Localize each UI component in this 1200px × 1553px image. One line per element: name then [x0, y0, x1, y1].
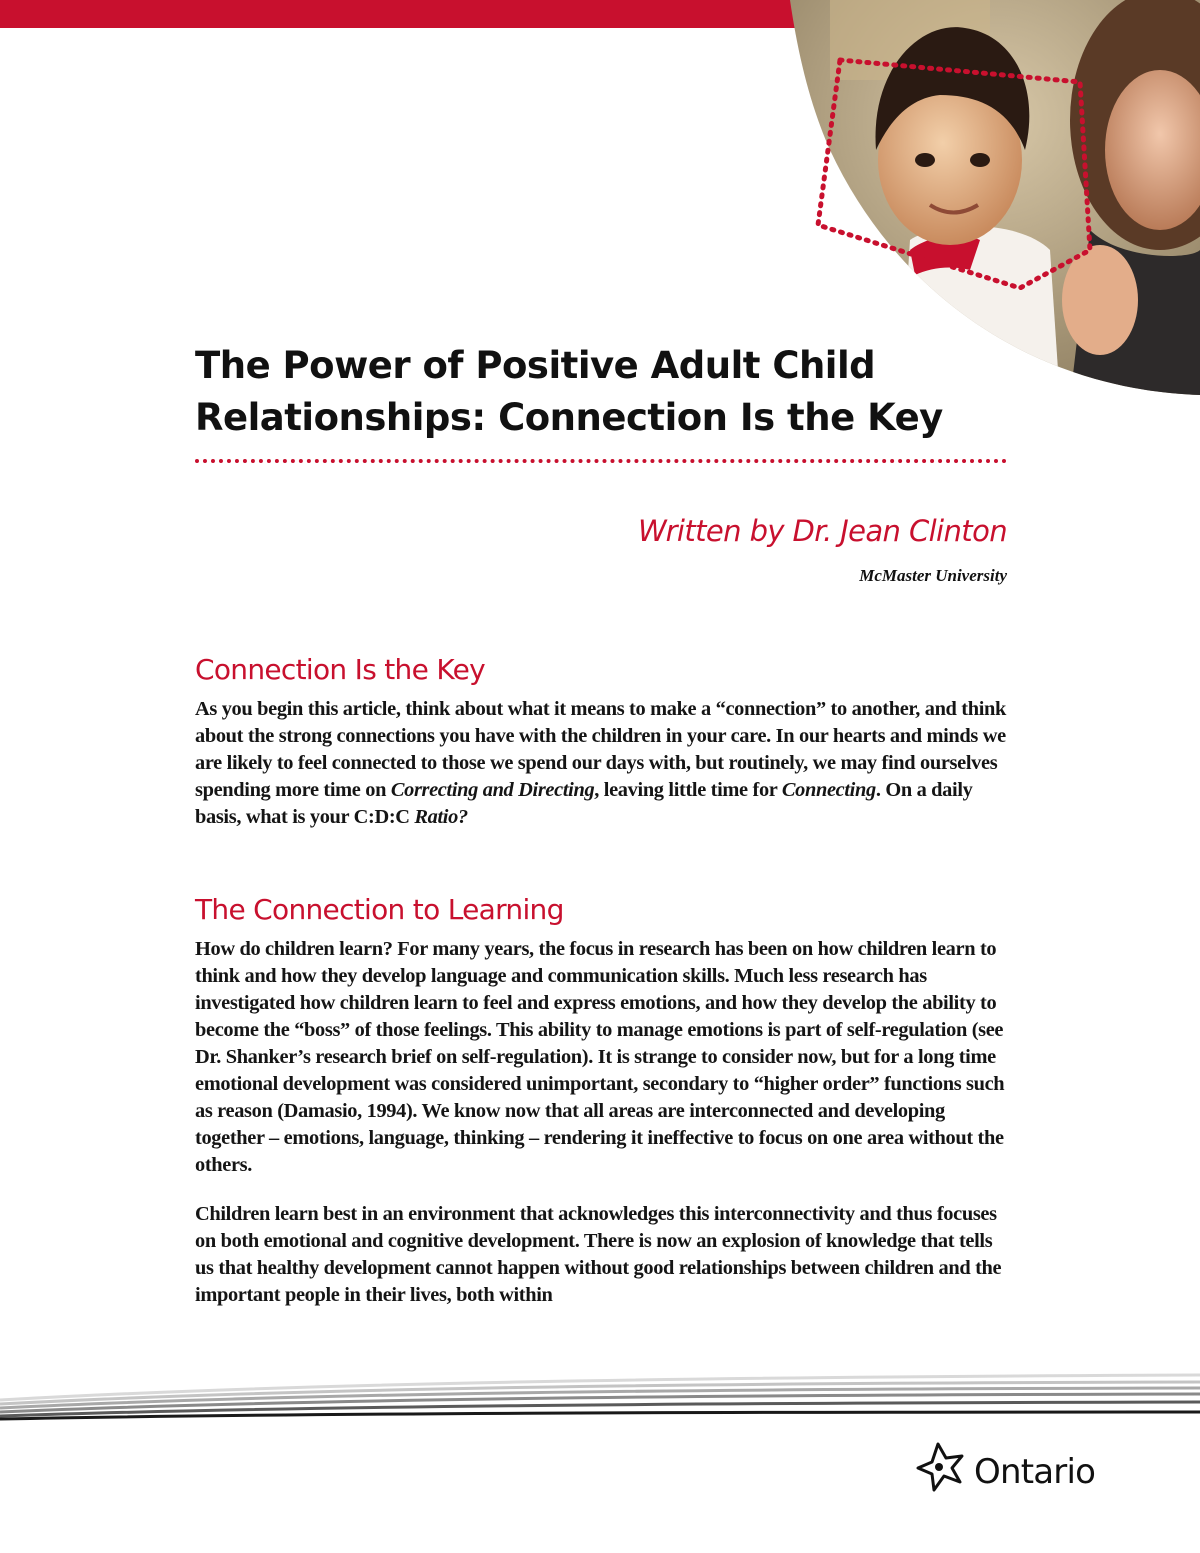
footer-swoosh-lines	[0, 1355, 1200, 1425]
section-connection-to-learning	[195, 892, 1015, 1327]
paragraph-text: . On a daily basis, what is your C:D:C	[195, 779, 973, 828]
section-paragraph	[195, 696, 1015, 831]
ontario-trillium-icon	[910, 1438, 970, 1498]
paragraph-text: How do children learn? For many years, the focus in research has been on how children learn to think and how they develop language and communication skills. Much less research has investigated how children learn to feel and express emotions, and how they develop the ability to become the “boss” of those feelings. This ability to manage emotions is part of self-regulation (see Dr. Shanker’s research brief on self-regulation). It is strange to consider now, but for a long time emotional development was considered unimportant, secondary to “higher order” functions such as reason (Damasio, 1994). We know now that all areas are interconnected and developing together – emotions, language, thinking – rendering it ineffective to focus on one area without the others.	[195, 938, 1005, 1176]
section-paragraph	[195, 936, 1015, 1179]
section-paragraph	[195, 1201, 1015, 1309]
document-title	[195, 340, 1015, 444]
section-heading: Connection Is the Key	[195, 653, 485, 686]
section-heading: The Connection to Learning	[195, 893, 564, 926]
section-connection-is-the-key	[195, 652, 1015, 849]
paragraph-emphasis: Correcting and Directing	[390, 779, 595, 801]
paragraph-emphasis: Ratio?	[414, 806, 468, 828]
author-affiliation: McMaster University	[859, 566, 1007, 585]
paragraph-emphasis: Connecting	[781, 779, 876, 801]
paragraph-text: , leaving little time for	[594, 779, 782, 801]
paragraph-text: As you begin this article, think about what it means to make a “connection” to another, and think about the strong connections you have with the children in your care. In our hearts and minds we are likely to feel connected to those we spend our days with, but routinely, we may find ourselves spending more time on	[195, 698, 1007, 801]
title-dotted-rule	[195, 459, 1007, 463]
author-byline: Written by Dr. Jean Clinton	[638, 514, 1007, 548]
title-line-2: Relationships: Connection Is the Key	[195, 396, 943, 439]
ontario-logo-text: Ontario	[974, 1452, 1096, 1492]
title-line-1: The Power of Positive Adult Child	[195, 344, 876, 387]
header-accent-bar	[0, 0, 840, 28]
paragraph-text: Children learn best in an environment that acknowledges this interconnectivity and thus focuses on both emotional and cognitive development. There is now an explosion of knowledge that tells us that healthy development cannot happen without good relationships between children and the important people in their lives, both within	[195, 1203, 1002, 1306]
